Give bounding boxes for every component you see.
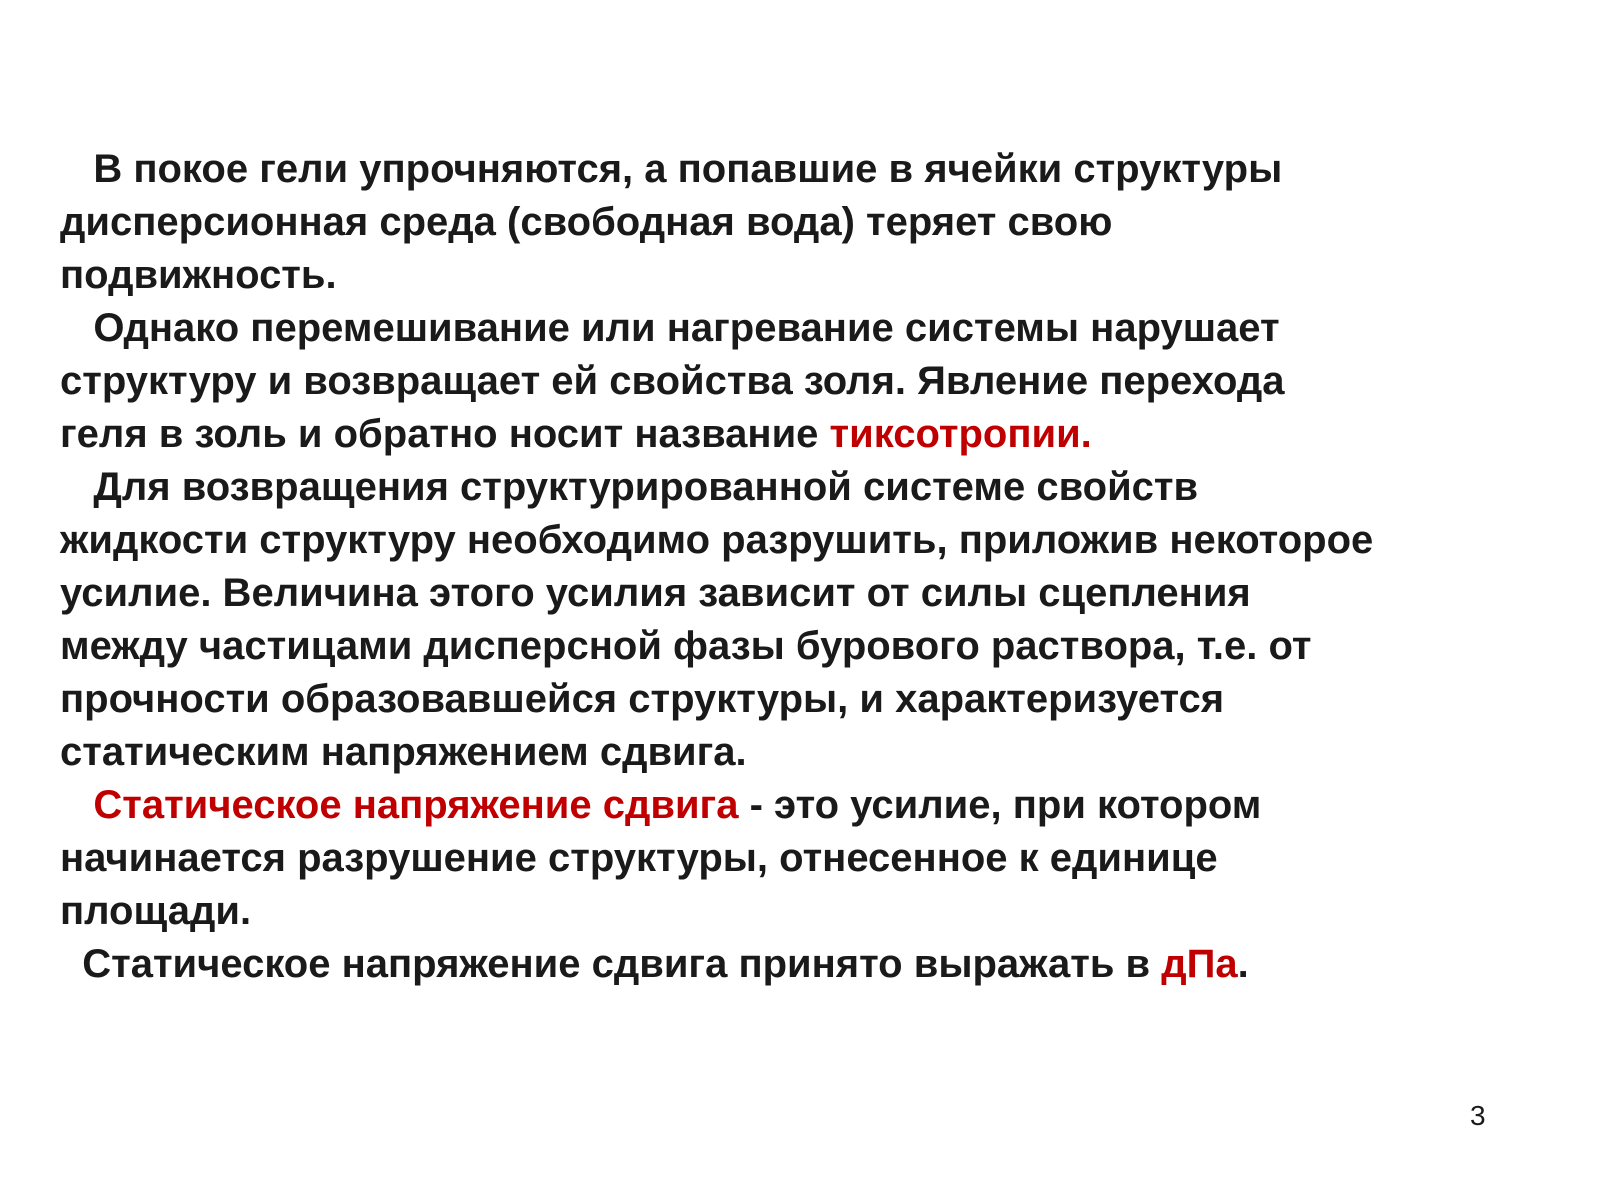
term-static-shear-stress: Статическое напряжение сдвига	[93, 783, 739, 827]
body-text	[60, 143, 1550, 991]
paragraph-1-line-2: дисперсионная среда (свободная вода) теряет свою	[60, 200, 1113, 244]
paragraph-2-line-3	[60, 408, 1550, 461]
paragraph-2-line-1: Однако перемешивание или нагревание системы нарушает	[60, 306, 1280, 350]
paragraph-5-line-1	[60, 938, 1550, 991]
term-thixotropy: тиксотропии.	[829, 412, 1092, 456]
paragraph-3-line-5: прочности образовавшейся структуры, и характеризуется	[60, 677, 1225, 721]
paragraph-4-line-2: начинается разрушение структуры, отнесенное к единице	[60, 836, 1218, 880]
paragraph-2-line-2: структуру и возвращает ей свойства золя. Явление перехода	[60, 359, 1285, 403]
paragraph-3-line-3: усилие. Величина этого усилия зависит от силы сцепления	[60, 571, 1251, 615]
page-number: 3	[1470, 1100, 1486, 1131]
paragraph-5-period: .	[1237, 942, 1249, 986]
paragraph-3-line-1: Для возвращения структурированной системе свойств	[60, 465, 1199, 509]
paragraph-2-line-3-text: геля в золь и обратно носит название	[60, 412, 830, 456]
paragraph-4-line-3: площади.	[60, 889, 252, 933]
paragraph-3-line-6: статическим напряжением сдвига.	[60, 730, 747, 774]
paragraph-5-text: Статическое напряжение сдвига принято выражать в	[60, 942, 1162, 986]
paragraph-1-line-3: подвижность.	[60, 253, 337, 297]
unit-dpa: дПа	[1161, 942, 1238, 986]
paragraph-3-line-4: между частицами дисперсной фазы бурового раствора, т.е. от	[60, 624, 1312, 668]
paragraph-4-line-1	[60, 779, 1550, 832]
paragraph-3-line-2: жидкости структуру необходимо разрушить, приложив некоторое	[60, 518, 1374, 562]
paragraph-4-line-1-text: - это усилие, при котором	[738, 783, 1262, 827]
paragraph-4-indent	[60, 783, 93, 827]
paragraph-1-line-1: В покое гели упрочняются, а попавшие в ячейки структуры	[60, 147, 1283, 191]
